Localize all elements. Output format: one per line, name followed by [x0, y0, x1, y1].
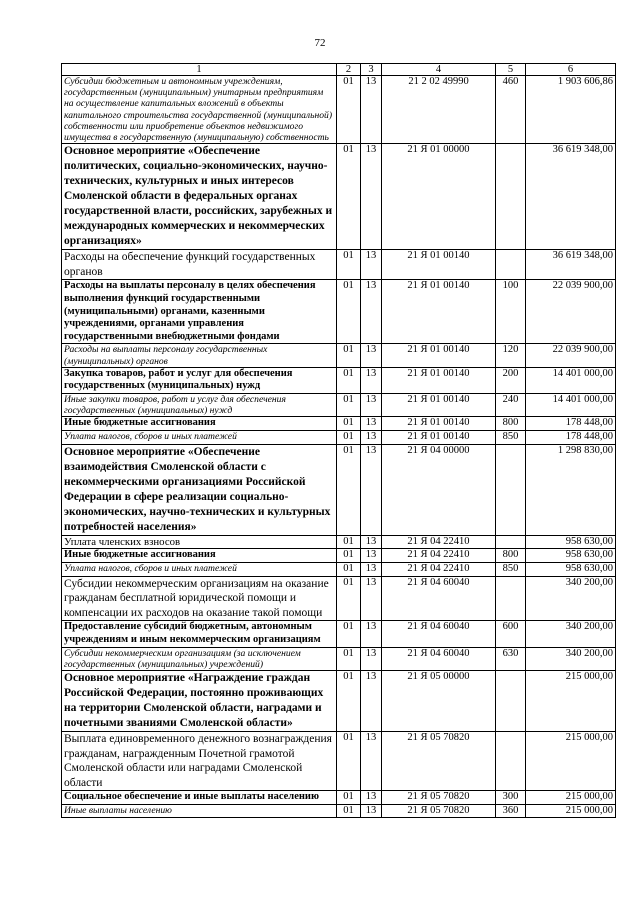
- table-row: [62, 444, 616, 535]
- page-number: 72: [314, 37, 326, 49]
- subsection-code: 13: [361, 417, 382, 431]
- amount: 36 619 348,00: [526, 250, 616, 280]
- expense-type-code: 120: [496, 344, 526, 367]
- table-row: [62, 535, 616, 549]
- target-article-code: 21 Я 05 70820: [382, 804, 496, 818]
- expense-type-code: [496, 670, 526, 731]
- row-description: Субсидии бюджетным и автономным учреждениям, государственным (муниципальным) унитарным предприятиям на осуществление капитальных вложений в объекты капитального строительства государственной (муниципальной) собственности или приобретение объектов недвижимого имущества в государственную (муниципальную) собственность: [62, 76, 337, 144]
- expense-type-code: [496, 731, 526, 790]
- section-code: 01: [337, 562, 361, 576]
- expense-type-code: 200: [496, 367, 526, 393]
- table-row: [62, 576, 616, 621]
- expense-type-code: 850: [496, 562, 526, 576]
- table-row: [62, 804, 616, 818]
- table-row: [62, 417, 616, 431]
- table-row: [62, 393, 616, 416]
- section-code: 01: [337, 280, 361, 344]
- section-code: 01: [337, 549, 361, 563]
- expense-type-code: 240: [496, 393, 526, 416]
- amount: 22 039 900,00: [526, 280, 616, 344]
- row-description: Расходы на обеспечение функций государственных органов: [62, 250, 337, 280]
- table-row: [62, 621, 616, 647]
- subsection-code: 13: [361, 621, 382, 647]
- budget-table: [61, 63, 616, 818]
- subsection-code: 13: [361, 804, 382, 818]
- row-description: Иные закупки товаров, работ и услуг для обеспечения государственных (муниципальных) нужд: [62, 393, 337, 416]
- amount: 958 630,00: [526, 535, 616, 549]
- amount: 215 000,00: [526, 670, 616, 731]
- subsection-code: 13: [361, 549, 382, 563]
- section-code: 01: [337, 344, 361, 367]
- table-row: [62, 280, 616, 344]
- amount: 178 448,00: [526, 430, 616, 444]
- section-code: 01: [337, 731, 361, 790]
- amount: 36 619 348,00: [526, 144, 616, 250]
- expense-type-code: [496, 444, 526, 535]
- row-description: Расходы на выплаты персоналу в целях обеспечения выполнения функций государственными (муниципальными) органами, казенными учреждениями, органами управления государственными внебюджетными фондами: [62, 280, 337, 344]
- subsection-code: 13: [361, 430, 382, 444]
- target-article-code: 21 Я 01 00140: [382, 250, 496, 280]
- subsection-code: 13: [361, 562, 382, 576]
- table-row: [62, 731, 616, 790]
- row-description: Выплата единовременного денежного вознаграждения гражданам, награжденным Почетной грамотой Смоленской области или наградами Смоленской области: [62, 731, 337, 790]
- target-article-code: 21 Я 05 00000: [382, 670, 496, 731]
- target-article-code: 21 Я 05 70820: [382, 791, 496, 805]
- section-code: 01: [337, 250, 361, 280]
- table-row: [62, 250, 616, 280]
- row-description: Закупка товаров, работ и услуг для обеспечения государственных (муниципальных) нужд: [62, 367, 337, 393]
- target-article-code: 21 Я 04 60040: [382, 647, 496, 670]
- column-header: 2: [337, 64, 361, 76]
- expense-type-code: 800: [496, 417, 526, 431]
- expense-type-code: 800: [496, 549, 526, 563]
- row-description: Основное мероприятие «Обеспечение взаимодействия Смоленской области с некоммерческими организациями Российской Федерации в сфере реализации социально-экономических, научно-технических и культурных потребностей населения»: [62, 444, 337, 535]
- table-row: [62, 670, 616, 731]
- amount: 14 401 000,00: [526, 393, 616, 416]
- subsection-code: 13: [361, 535, 382, 549]
- row-description: Уплата налогов, сборов и иных платежей: [62, 562, 337, 576]
- amount: 14 401 000,00: [526, 367, 616, 393]
- subsection-code: 13: [361, 280, 382, 344]
- column-header: 3: [361, 64, 382, 76]
- row-description: Уплата налогов, сборов и иных платежей: [62, 430, 337, 444]
- amount: 178 448,00: [526, 417, 616, 431]
- section-code: 01: [337, 417, 361, 431]
- subsection-code: 13: [361, 647, 382, 670]
- row-description: Основное мероприятие «Обеспечение политических, социально-экономических, научно-технических, культурных и иных интересов Смоленской области в федеральных органах государственной власти, российских, зарубежных и международных коммерческих и некоммерческих организациях»: [62, 144, 337, 250]
- section-code: 01: [337, 144, 361, 250]
- section-code: 01: [337, 576, 361, 621]
- expense-type-code: [496, 576, 526, 621]
- table-row: [62, 344, 616, 367]
- row-description: Субсидии некоммерческим организациям на оказание гражданам бесплатной юридической помощи и компенсации их расходов на оказание такой помощи: [62, 576, 337, 621]
- subsection-code: 13: [361, 367, 382, 393]
- expense-type-code: 630: [496, 647, 526, 670]
- target-article-code: 21 Я 01 00140: [382, 417, 496, 431]
- target-article-code: 21 Я 01 00140: [382, 280, 496, 344]
- table-row: [62, 791, 616, 805]
- target-article-code: 21 Я 05 70820: [382, 731, 496, 790]
- target-article-code: 21 2 02 49990: [382, 76, 496, 144]
- subsection-code: 13: [361, 731, 382, 790]
- target-article-code: 21 Я 01 00140: [382, 393, 496, 416]
- row-description: Расходы на выплаты персоналу государственных (муниципальных) органов: [62, 344, 337, 367]
- row-description: Социальное обеспечение и иные выплаты населению: [62, 791, 337, 805]
- table-row: [62, 367, 616, 393]
- section-code: 01: [337, 621, 361, 647]
- expense-type-code: [496, 535, 526, 549]
- column-header: 4: [382, 64, 496, 76]
- target-article-code: 21 Я 04 60040: [382, 576, 496, 621]
- row-description: Субсидии некоммерческим организациям (за исключением государственных (муниципальных) учреждений): [62, 647, 337, 670]
- subsection-code: 13: [361, 670, 382, 731]
- target-article-code: 21 Я 01 00140: [382, 367, 496, 393]
- target-article-code: 21 Я 04 22410: [382, 549, 496, 563]
- subsection-code: 13: [361, 576, 382, 621]
- subsection-code: 13: [361, 393, 382, 416]
- amount: 958 630,00: [526, 562, 616, 576]
- amount: 958 630,00: [526, 549, 616, 563]
- section-code: 01: [337, 670, 361, 731]
- table-header-row: [62, 64, 616, 76]
- row-description: Иные выплаты населению: [62, 804, 337, 818]
- row-description: Предоставление субсидий бюджетным, автономным учреждениям и иным некоммерческим организациям: [62, 621, 337, 647]
- target-article-code: 21 Я 01 00000: [382, 144, 496, 250]
- column-header: 1: [62, 64, 337, 76]
- table-row: [62, 76, 616, 144]
- amount: 1 903 606,86: [526, 76, 616, 144]
- amount: 340 200,00: [526, 621, 616, 647]
- expense-type-code: 600: [496, 621, 526, 647]
- table-row: [62, 430, 616, 444]
- amount: 215 000,00: [526, 804, 616, 818]
- row-description: Уплата членских взносов: [62, 535, 337, 549]
- target-article-code: 21 Я 01 00140: [382, 344, 496, 367]
- section-code: 01: [337, 535, 361, 549]
- amount: 215 000,00: [526, 731, 616, 790]
- table-row: [62, 562, 616, 576]
- amount: 1 298 830,00: [526, 444, 616, 535]
- row-description: Иные бюджетные ассигнования: [62, 549, 337, 563]
- subsection-code: 13: [361, 791, 382, 805]
- expense-type-code: 360: [496, 804, 526, 818]
- column-header: 6: [526, 64, 616, 76]
- subsection-code: 13: [361, 144, 382, 250]
- table-row: [62, 549, 616, 563]
- section-code: 01: [337, 393, 361, 416]
- section-code: 01: [337, 647, 361, 670]
- section-code: 01: [337, 430, 361, 444]
- amount: 215 000,00: [526, 791, 616, 805]
- table-row: [62, 144, 616, 250]
- section-code: 01: [337, 791, 361, 805]
- subsection-code: 13: [361, 250, 382, 280]
- section-code: 01: [337, 367, 361, 393]
- expense-type-code: [496, 144, 526, 250]
- target-article-code: 21 Я 04 00000: [382, 444, 496, 535]
- expense-type-code: 850: [496, 430, 526, 444]
- subsection-code: 13: [361, 344, 382, 367]
- table-body: [62, 76, 616, 818]
- expense-type-code: 300: [496, 791, 526, 805]
- expense-type-code: 100: [496, 280, 526, 344]
- expense-type-code: [496, 250, 526, 280]
- subsection-code: 13: [361, 444, 382, 535]
- section-code: 01: [337, 444, 361, 535]
- target-article-code: 21 Я 01 00140: [382, 430, 496, 444]
- amount: 340 200,00: [526, 576, 616, 621]
- target-article-code: 21 Я 04 22410: [382, 535, 496, 549]
- row-description: Иные бюджетные ассигнования: [62, 417, 337, 431]
- section-code: 01: [337, 804, 361, 818]
- amount: 22 039 900,00: [526, 344, 616, 367]
- table-row: [62, 647, 616, 670]
- subsection-code: 13: [361, 76, 382, 144]
- target-article-code: 21 Я 04 22410: [382, 562, 496, 576]
- amount: 340 200,00: [526, 647, 616, 670]
- row-description: Основное мероприятие «Награждение граждан Российской Федерации, постоянно проживающих на территории Смоленской области, наградами и почетными званиями Смоленской области»: [62, 670, 337, 731]
- column-header: 5: [496, 64, 526, 76]
- expense-type-code: 460: [496, 76, 526, 144]
- section-code: 01: [337, 76, 361, 144]
- target-article-code: 21 Я 04 60040: [382, 621, 496, 647]
